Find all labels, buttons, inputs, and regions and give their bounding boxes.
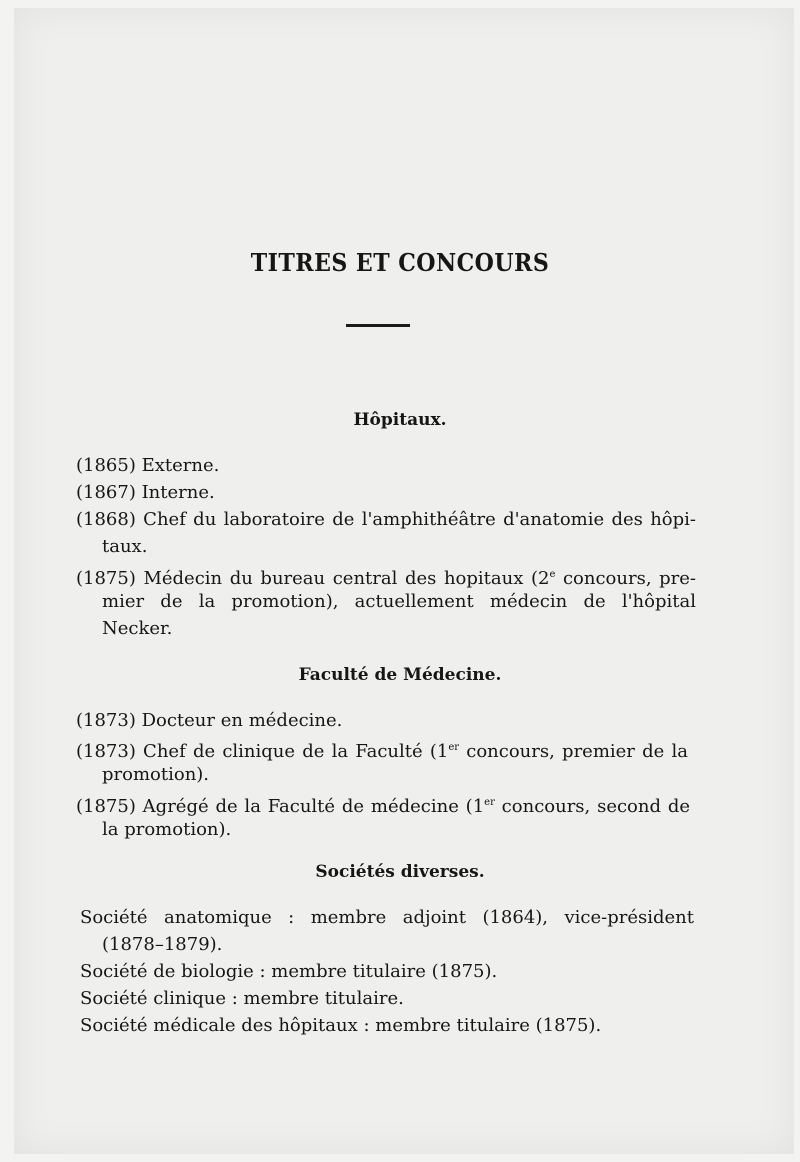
entry-line: Necker. [102,618,173,639]
entry-line: promotion). [102,764,210,785]
entry-line: (1868) Chef du laboratoire de l'amphithéâtre d'anatomie des hôpi- [76,509,696,530]
entry-line: (1867) Interne. [76,482,215,503]
entry-line: Société de biologie : membre titulaire (1875). [80,961,498,982]
title-rule [346,324,410,327]
entry-line: taux. [102,536,148,557]
entry-line: mier de la promotion), actuellement médecin de l'hôpital [102,591,696,612]
section-heading-faculte: Faculté de Médecine. [298,665,502,685]
entry-line: Société clinique : membre titulaire. [80,988,404,1009]
entry-line: (1875) Agrégé de la Faculté de médecine (1er concours, second de [76,796,690,817]
section-heading-societes: Sociétés diverses. [315,862,485,882]
page-title: TITRES ET CONCOURS [250,248,550,277]
entry-line: (1865) Externe. [76,455,220,476]
entry-line: (1878–1879). [102,934,223,955]
entry-line: Société anatomique : membre adjoint (1864), vice-président [80,907,694,928]
entry-line: (1873) Chef de clinique de la Faculté (1er concours, premier de la [76,741,688,762]
section-heading-hopitaux: Hôpitaux. [353,410,447,430]
entry-line: (1875) Médecin du bureau central des hopitaux (2e concours, pre- [76,568,697,589]
entry-line: la promotion). [102,819,232,840]
entry-line: (1873) Docteur en médecine. [76,710,343,731]
entry-line: Société médicale des hôpitaux : membre titulaire (1875). [80,1015,602,1036]
